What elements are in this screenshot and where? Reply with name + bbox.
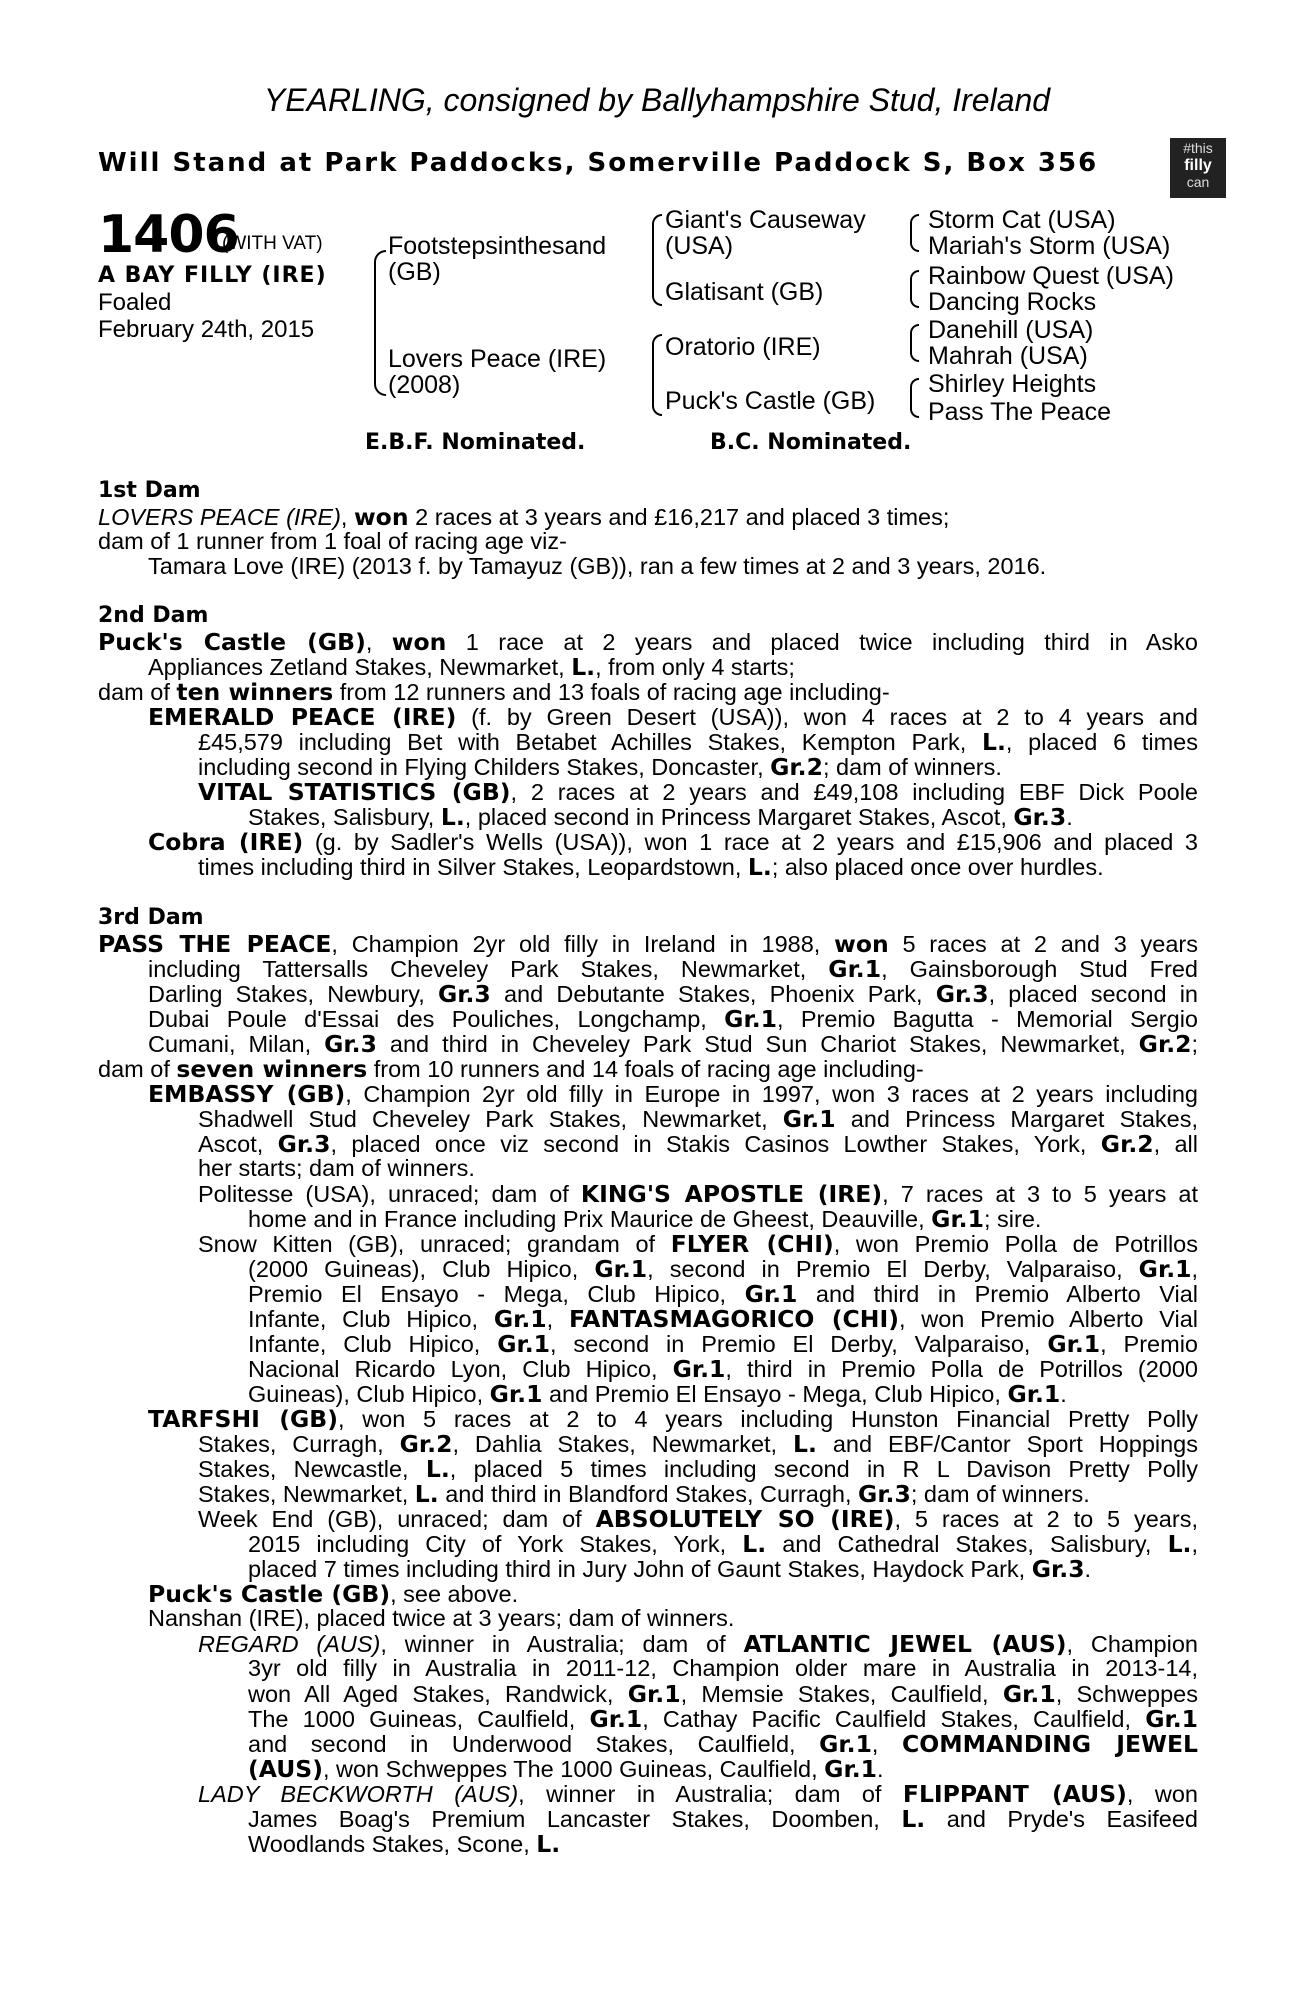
- text: Guineas), Club Hipico,: [248, 1381, 490, 1407]
- text: placed 7 times including third in Jury John of Gaunt Stakes, Haydock Park,: [248, 1556, 1032, 1582]
- text: , won: [1126, 1781, 1198, 1807]
- pedigree-dam: [388, 346, 606, 398]
- pedigree-dam-dam: Puck's Castle (GB): [665, 387, 876, 415]
- third-dam-line: [198, 1230, 1198, 1258]
- race-grade: Gr.2: [1100, 1130, 1154, 1158]
- text: Stakes, Curragh,: [198, 1431, 400, 1457]
- race-grade: L.: [1167, 1530, 1192, 1558]
- race-grade: L.: [425, 1455, 450, 1483]
- text: Appliances Zetland Stakes, Newmarket,: [148, 654, 572, 680]
- third-dam-line: [98, 1055, 924, 1083]
- pedigree-ggp: Dancing Rocks: [928, 288, 1097, 316]
- text: ;: [1191, 1031, 1199, 1057]
- third-dam-line: [248, 1755, 884, 1783]
- text: won All Aged Stakes, Randwick,: [248, 1681, 628, 1707]
- text: The 1000 Guineas, Caulfield,: [248, 1706, 590, 1732]
- third-dam-line: [248, 1805, 1198, 1833]
- horse-name: VITAL STATISTICS (GB): [198, 778, 511, 806]
- third-dam-line: [98, 930, 1198, 958]
- race-grade: Gr.2: [399, 1430, 453, 1458]
- text: Shadwell Stud Cheveley Park Stakes, Newmarket,: [198, 1106, 783, 1132]
- race-grade: Gr.1: [1002, 1680, 1056, 1708]
- second-dam-line: [148, 653, 795, 681]
- text: times including third in Silver Stakes, Leopardstown,: [198, 854, 748, 880]
- third-dam-line: [248, 1305, 1198, 1333]
- race-grade: Gr.1: [594, 1255, 648, 1283]
- text: 1 race at 2 years and placed twice including third in Asko: [446, 629, 1199, 655]
- logo-line: can: [1186, 174, 1210, 190]
- third-dam-line: [148, 1405, 1198, 1433]
- pedigree-ggp: Danehill (USA): [928, 316, 1094, 344]
- text: including Tattersalls Cheveley Park Stakes, Newmarket,: [148, 956, 829, 982]
- race-grade: L.: [793, 1430, 817, 1458]
- text: , placed second in Princess Margaret Stakes, Ascot,: [464, 804, 1014, 830]
- horse-name: FLYER (CHI): [670, 1230, 834, 1258]
- text: from 12 runners and 13 foals of racing age including-: [333, 679, 890, 705]
- horse-name: EMBASSY (GB): [148, 1080, 346, 1108]
- first-dam-heading: 1st Dam: [98, 478, 201, 503]
- pedigree-brace: [910, 214, 919, 252]
- race-grade: Gr.1: [824, 1755, 877, 1783]
- race-grade: Gr.1: [724, 1005, 777, 1033]
- text: , from only 4 starts;: [595, 654, 795, 680]
- text: and third in Blandford Stakes, Curragh,: [438, 1481, 859, 1507]
- second-dam-line: [248, 803, 1073, 831]
- third-dam-heading: 3rd Dam: [98, 905, 204, 930]
- third-dam-line: [198, 1430, 1198, 1458]
- race-grade: L.: [747, 853, 772, 881]
- third-dam-line: [148, 980, 1198, 1008]
- text: , placed once viz second in Stakis Casinos Lowther Stakes, York,: [330, 1131, 1101, 1157]
- horse-name: ATLANTIC JEWEL (AUS): [743, 1630, 1067, 1658]
- pedigree-brace: [374, 250, 386, 396]
- text: Stakes, Newcastle,: [198, 1456, 426, 1482]
- sire-sire-name: Giant's Causeway: [665, 206, 866, 234]
- race-grade: Gr.3: [1031, 1555, 1085, 1583]
- third-dam-line: [248, 1355, 1198, 1383]
- text: and Cathedral Stakes, Salisbury,: [766, 1531, 1168, 1557]
- text: ,: [1191, 1531, 1198, 1557]
- pedigree-ggp: Shirley Heights: [928, 370, 1097, 398]
- this-filly-can-logo: [1170, 138, 1226, 198]
- horse-name: A BAY FILLY (IRE): [98, 263, 327, 288]
- text: £45,579 including Bet with Betabet Achilles Stakes, Kempton Park,: [198, 729, 982, 755]
- text: ; also placed once over hurdles.: [771, 854, 1104, 880]
- race-grade: L.: [982, 728, 1006, 756]
- text: Cumani, Milan,: [148, 1031, 325, 1057]
- text: Premio El Ensayo - Mega, Club Hipico,: [248, 1281, 745, 1307]
- text: ,: [365, 629, 392, 655]
- race-grade: Gr.1: [497, 1330, 550, 1358]
- third-dam-line: Nanshan (IRE), placed twice at 3 years; dam of winners.: [148, 1605, 735, 1631]
- third-dam-line: [148, 1005, 1198, 1033]
- text: James Boag's Premium Lancaster Stakes, Doomben,: [248, 1806, 902, 1832]
- third-dam-line: [198, 1505, 1198, 1533]
- race-grade: Gr.1: [819, 1730, 872, 1758]
- race-grade: Gr.1: [1047, 1330, 1101, 1358]
- second-dam-line: [148, 703, 1198, 731]
- dam-name: LOVERS PEACE (IRE): [98, 504, 341, 530]
- sire-country: (GB): [388, 258, 441, 286]
- third-dam-line: [248, 1555, 1091, 1583]
- text: ,: [546, 1306, 569, 1332]
- race-grade: Gr.1: [744, 1280, 798, 1308]
- text: , Dahlia Stakes, Newmarket,: [452, 1431, 793, 1457]
- text: .: [876, 1756, 884, 1782]
- third-dam-line: [198, 1180, 1198, 1208]
- text: , Champion 2yr old filly in Europe in 1997, won 3 races at 2 years including: [345, 1081, 1198, 1107]
- text: ; dam of winners.: [822, 754, 1002, 780]
- stand-location: Will Stand at Park Paddocks, Somerville Paddock S, Box 356: [98, 148, 1099, 178]
- text: ; dam of winners.: [910, 1481, 1090, 1507]
- text: (f. by Green Desert (USA)), won 4 races at 2 to 4 years and: [456, 704, 1198, 730]
- text: Infante, Club Hipico,: [248, 1306, 494, 1332]
- horse-name: FLIPPANT (AUS): [902, 1780, 1127, 1808]
- pedigree-ggp: Rainbow Quest (USA): [928, 262, 1174, 290]
- race-grade: Gr.2: [770, 753, 823, 781]
- pedigree-sire-sire: [665, 207, 866, 259]
- text: Stakes, Salisbury,: [248, 804, 441, 830]
- race-grade: L.: [440, 803, 465, 831]
- text: and EBF/Cantor Sport Hoppings: [816, 1431, 1198, 1457]
- race-grade: Gr.1: [627, 1680, 681, 1708]
- second-dam-line: [198, 753, 1002, 781]
- lot-number: 1406: [98, 205, 239, 265]
- text: and Premio El Ensayo - Mega, Club Hipico,: [542, 1381, 1008, 1407]
- dam-name: PASS THE PEACE: [98, 930, 332, 958]
- text: home and in France including Prix Maurice de Gheest, Deauville,: [248, 1206, 932, 1232]
- winners-count: ten winners: [176, 678, 334, 706]
- race-grade: Gr.1: [493, 1305, 547, 1333]
- horse-name: KING'S APOSTLE (IRE): [580, 1180, 883, 1208]
- dam-name: Puck's Castle (GB): [98, 628, 366, 656]
- dam-name: Lovers Peace (IRE): [388, 345, 607, 373]
- won-label: won: [391, 628, 447, 656]
- text: from 10 runners and 14 foals of racing age including-: [367, 1056, 924, 1082]
- text: , won Premio Polla de Potrillos: [833, 1231, 1198, 1257]
- text: , won 5 races at 2 to 4 years including Hunston Financial Pretty Polly: [337, 1406, 1198, 1432]
- text: 2015 including City of York Stakes, York,: [248, 1531, 743, 1557]
- second-dam-heading: 2nd Dam: [98, 603, 209, 628]
- race-grade: Gr.3: [324, 1030, 377, 1058]
- text: ; sire.: [983, 1206, 1042, 1232]
- pedigree-sire-dam: Glatisant (GB): [665, 278, 824, 306]
- race-grade: Gr.1: [672, 1355, 726, 1383]
- winners-count: seven winners: [176, 1055, 368, 1083]
- text: , 2 races at 2 years and £49,108 including EBF Dick Poole: [510, 779, 1198, 805]
- text: , second in Premio El Derby, Valparaiso,: [647, 1256, 1139, 1282]
- third-dam-line: [248, 1705, 1198, 1733]
- text: , won Schweppes The 1000 Guineas, Caulfield,: [322, 1756, 825, 1782]
- text: and third in Premio Alberto Vial: [797, 1281, 1199, 1307]
- text: , placed second in: [988, 981, 1199, 1007]
- ebf-nominated: E.B.F. Nominated.: [365, 430, 586, 455]
- text: , 7 races at 3 to 5 years at: [882, 1181, 1199, 1207]
- pedigree-ggp: Mariah's Storm (USA): [928, 232, 1171, 260]
- third-dam-line: [198, 1455, 1198, 1483]
- first-dam-line: dam of 1 runner from 1 foal of racing age viz-: [98, 528, 567, 554]
- race-grade: Gr.1: [1007, 1380, 1061, 1408]
- text: 5 races at 2 and 3 years: [888, 931, 1198, 957]
- third-dam-line: [148, 1580, 518, 1608]
- text: , Cathay Pacific Caulfield Stakes, Caulfield,: [642, 1706, 1146, 1732]
- text: , Memsie Stakes, Caulfield,: [680, 1681, 1003, 1707]
- third-dam-line: [248, 1380, 1067, 1408]
- text: , second in Premio El Derby, Valparaiso,: [550, 1331, 1048, 1357]
- text: and Debutante Stakes, Phoenix Park,: [490, 981, 936, 1007]
- text: ,: [871, 1731, 902, 1757]
- horse-name: REGARD (AUS): [198, 1631, 381, 1657]
- text: including second in Flying Childers Stakes, Doncaster,: [198, 754, 771, 780]
- text: and Pryde's Easifeed: [925, 1806, 1198, 1832]
- text: , winner in Australia; dam of: [518, 1781, 903, 1807]
- text: , Schweppes: [1055, 1681, 1199, 1707]
- text: , Premio: [1100, 1331, 1198, 1357]
- foaled-label: Foaled: [98, 289, 172, 316]
- third-dam-line: [148, 1030, 1198, 1058]
- third-dam-line: [148, 1080, 1198, 1108]
- pedigree-ggp: Pass The Peace: [928, 398, 1111, 426]
- text: .: [1060, 1381, 1067, 1407]
- text: Woodlands Stakes, Scone,: [248, 1831, 537, 1857]
- race-grade: Gr.2: [1138, 1030, 1192, 1058]
- third-dam-line: [248, 1730, 1198, 1758]
- pedigree-brace: [910, 324, 919, 362]
- pedigree-dam-sire: Oratorio (IRE): [665, 333, 821, 361]
- race-grade: Gr.3: [935, 980, 989, 1008]
- text: , placed 5 times including second in R L Davison Pretty Polly: [449, 1456, 1199, 1482]
- text: Dubai Poule d'Essai des Pouliches, Longchamp,: [148, 1006, 725, 1032]
- pedigree-brace: [910, 378, 919, 418]
- lot-vat: (WITH VAT): [222, 233, 323, 254]
- first-dam-line: Tamara Love (IRE) (2013 f. by Tamayuz (GB)), ran a few times at 2 and 3 years, 2016.: [148, 553, 1047, 579]
- horse-name: LADY BECKWORTH (AUS): [198, 1781, 519, 1807]
- pedigree-ggp: Storm Cat (USA): [928, 206, 1116, 234]
- race-grade: L.: [536, 1830, 561, 1858]
- text: Infante, Club Hipico,: [248, 1331, 498, 1357]
- third-dam-line: [198, 1780, 1198, 1808]
- race-grade: Gr.3: [858, 1480, 911, 1508]
- text: and second in Underwood Stakes, Caulfield,: [248, 1731, 820, 1757]
- text: Politesse (USA), unraced; dam of: [198, 1181, 581, 1207]
- third-dam-line: [198, 1130, 1198, 1158]
- third-dam-line: [248, 1280, 1198, 1308]
- foaled-date: February 24th, 2015: [98, 316, 315, 343]
- second-dam-line: [148, 828, 1198, 856]
- third-dam-line: [248, 1530, 1198, 1558]
- horse-name: ABSOLUTELY SO (IRE): [595, 1505, 895, 1533]
- text: , all: [1153, 1131, 1198, 1157]
- text: (g. by Sadler's Wells (USA)), won 1 race at 2 years and £15,906 and placed 3: [303, 829, 1198, 855]
- third-dam-line: [198, 1105, 1198, 1133]
- text: dam of: [98, 679, 177, 705]
- sire-sire-country: (USA): [665, 232, 734, 260]
- third-dam-line: [248, 1205, 1041, 1233]
- text: , placed 6 times: [1005, 729, 1198, 755]
- pedigree-ggp: Mahrah (USA): [928, 342, 1088, 370]
- third-dam-line: 3yr old filly in Australia in 2011-12, Champion older mare in Australia in 2013-14,: [248, 1655, 1198, 1681]
- horse-name: FANTASMAGORICO (CHI): [568, 1305, 899, 1333]
- text: , 5 races at 2 to 5 years,: [894, 1506, 1198, 1532]
- text: ,: [340, 504, 354, 530]
- race-grade: L.: [571, 653, 596, 681]
- text: Ascot,: [198, 1131, 278, 1157]
- race-grade: Gr.1: [589, 1705, 643, 1733]
- text: , Champion 2yr old filly in Ireland in 1988,: [331, 931, 835, 957]
- race-grade: L.: [742, 1530, 767, 1558]
- text: and Princess Margaret Stakes,: [835, 1106, 1199, 1132]
- third-dam-line: [248, 1680, 1198, 1708]
- sire-name: Footstepsinthesand: [388, 232, 607, 260]
- text: Stakes, Newmarket,: [198, 1481, 415, 1507]
- text: , won Premio Alberto Vial: [898, 1306, 1198, 1332]
- text: , winner in Australia; dam of: [380, 1631, 744, 1657]
- third-dam-line: [198, 1630, 1198, 1658]
- text: , third in Premio Polla de Potrillos (2000: [725, 1356, 1198, 1382]
- second-dam-line: [198, 728, 1198, 756]
- won-label: won: [353, 503, 409, 531]
- text: Week End (GB), unraced; dam of: [198, 1506, 596, 1532]
- horse-name: TARFSHI (GB): [148, 1405, 338, 1433]
- third-dam-line: [248, 1830, 560, 1858]
- text: Nacional Ricardo Lyon, Club Hipico,: [248, 1356, 673, 1382]
- race-grade: Gr.1: [1138, 1255, 1192, 1283]
- race-grade: Gr.1: [489, 1380, 543, 1408]
- page-title: YEARLING, consigned by Ballyhampshire Stud, Ireland: [263, 82, 1051, 118]
- text: , Premio Bagutta - Memorial Sergio: [776, 1006, 1198, 1032]
- pedigree-sire: [388, 233, 606, 285]
- second-dam-line: [98, 678, 890, 706]
- text: (2000 Guineas), Club Hipico,: [248, 1256, 595, 1282]
- horse-name: Cobra (IRE): [148, 828, 304, 856]
- race-grade: L.: [414, 1480, 439, 1508]
- race-grade: Gr.3: [1013, 803, 1067, 831]
- race-grade: L.: [901, 1805, 926, 1833]
- first-dam-line: [98, 503, 949, 531]
- horse-name: Puck's Castle (GB): [148, 1580, 391, 1608]
- text: Darling Stakes, Newbury,: [148, 981, 438, 1007]
- text: .: [1084, 1556, 1092, 1582]
- third-dam-line: [248, 1330, 1198, 1358]
- second-dam-line: [98, 628, 1198, 656]
- text: ,: [1191, 1256, 1199, 1282]
- race-grade: Gr.3: [277, 1130, 331, 1158]
- horse-name: COMMANDING JEWEL: [902, 1730, 1199, 1758]
- third-dam-line: [198, 1480, 1090, 1508]
- text: , see above.: [390, 1581, 519, 1607]
- horse-name: EMERALD PEACE (IRE): [148, 703, 457, 731]
- text: 2 races at 3 years and £16,217 and placed 3 times;: [408, 504, 950, 530]
- text: Snow Kitten (GB), unraced; grandam of: [198, 1231, 671, 1257]
- race-grade: Gr.1: [1145, 1705, 1198, 1733]
- third-dam-line: [248, 1255, 1198, 1283]
- second-dam-line: [198, 778, 1198, 806]
- race-grade: Gr.3: [437, 980, 491, 1008]
- pedigree-brace: [652, 334, 662, 416]
- text: and third in Cheveley Park Stud Sun Chariot Stakes, Newmarket,: [376, 1031, 1139, 1057]
- text: dam of: [98, 1056, 177, 1082]
- won-label: won: [834, 930, 889, 958]
- pedigree-brace: [910, 270, 919, 308]
- race-grade: Gr.1: [828, 955, 882, 983]
- text: , Champion: [1066, 1631, 1198, 1657]
- logo-line: filly: [1184, 157, 1212, 174]
- second-dam-line: [198, 853, 1104, 881]
- horse-name: (AUS): [248, 1755, 323, 1783]
- third-dam-line: [148, 955, 1198, 983]
- text: .: [1066, 804, 1073, 830]
- race-grade: Gr.1: [782, 1105, 836, 1133]
- third-dam-line: her starts; dam of winners.: [198, 1155, 475, 1181]
- logo-line: #this: [1183, 140, 1213, 156]
- pedigree-brace: [652, 214, 662, 306]
- bc-nominated: B.C. Nominated.: [710, 430, 912, 455]
- dam-year: (2008): [388, 371, 461, 399]
- text: , Gainsborough Stud Fred: [881, 956, 1198, 982]
- race-grade: Gr.1: [931, 1205, 984, 1233]
